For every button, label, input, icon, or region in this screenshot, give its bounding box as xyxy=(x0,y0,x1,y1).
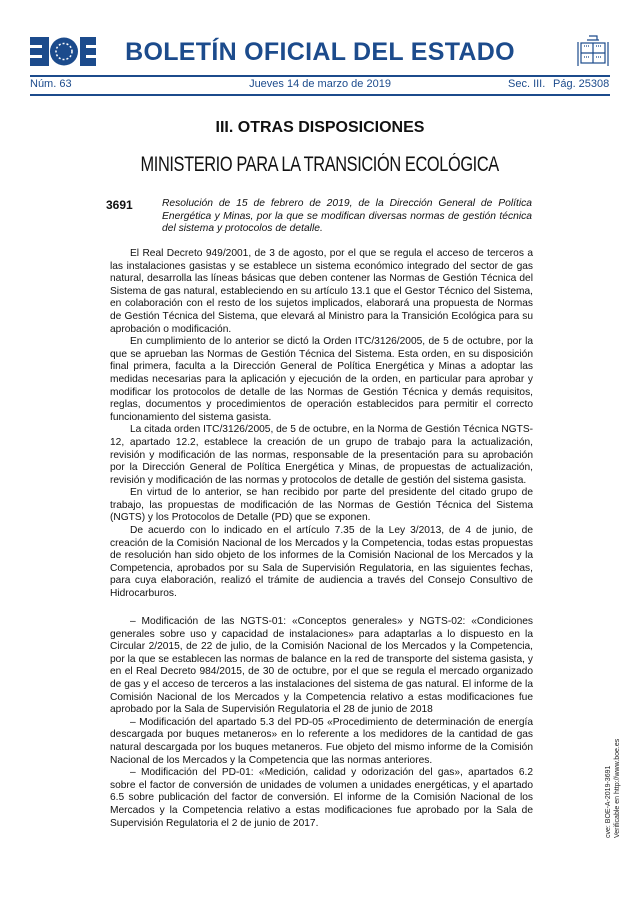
coat-of-arms-icon xyxy=(575,34,611,68)
body-paragraphs xyxy=(110,248,533,601)
verification-note xyxy=(604,739,622,838)
gazette-title: BOLETÍN OFICIAL DEL ESTADO xyxy=(125,38,515,66)
list-item: – Modificación del PD-01: «Medición, calidad y odorización del gas», apartados 6.2 sobre el factor de conversión de unidades de volumen a unidades energéticas, y el apartado 6.5 sobre publicación del factor de conversión. El informe de la Comisión Nacional de los Mercados y la Competencia relativo a estas modificaciones fue aprobado por la Sala de Supervisión Regulatoria el 2 de junio de 2017. xyxy=(110,767,533,829)
list-item: – Modificación de las NGTS-01: «Conceptos generales» y NGTS-02: «Condiciones generales sobre uso y capacidad de instalaciones» para adaptarlas a lo dispuesto en la Circular 2/2015, de 22 de julio, de la Comisión Nacional de los Mercados y la Competencia, por la que se establecen las normas de balance en la red de transporte del sistema gasista, y en el Real Decreto 984/2015, de 30 de octubre, por el que se regula el mercado organizado de gas y el acceso de terceros a las instalaciones del sistema de gas natural. El informe de la Comisión Nacional de los Mercados y la Competencia relativo a estas modificaciones fue aprobado por la Sala de Supervisión Regulatoria el 28 de junio de 2018 xyxy=(110,616,533,716)
modification-list xyxy=(110,616,533,830)
list-item: – Modificación del apartado 5.3 del PD-05 «Procedimiento de determinación de energía descargada por buques metaneros» en lo referente a los medidores de la cantidad de gas natural descargada por los buques metaneros. Fue objeto del mismo informe de la Comisión Nacional de los Mercados y la Competencia que las normas anteriores. xyxy=(110,716,533,766)
header-rule-top xyxy=(30,75,610,77)
entry-summary: Resolución de 15 de febrero de 2019, de la Dirección General de Política Energética y Minas, por la que se modifican diversas normas de gestión técnica del sistema y protocolos de detalle. xyxy=(162,198,532,234)
entry-number: 3691 xyxy=(106,198,133,212)
page-number: Pág. 25308 xyxy=(553,78,610,90)
paragraph: El Real Decreto 949/2001, de 3 de agosto, por el que se regula el acceso de terceros a las instalaciones gasistas y se establece un sistema económico integrado del sector de gas natural, desarrolla las líneas básicas que deben contener las Normas de Gestión Técnica del Sistema de gas natural, estableciendo en su artículo 13.1 que el Gestor Técnico del Sistema, en colaboración con el resto de los sujetos implicados, elaborará una propuesta de Normas de Gestión Técnica del Sistema, que elevará al Ministro para la Transición Ecológica para su aprobación o modificación. xyxy=(110,248,533,335)
issue-number: Núm. 63 xyxy=(30,78,72,90)
section-title: III. OTRAS DISPOSICIONES xyxy=(215,119,425,136)
ministry-name-text: MINISTERIO PARA LA TRANSICIÓN ECOLÓGICA xyxy=(140,153,500,176)
ministry-name xyxy=(0,153,640,177)
paragraph: En cumplimiento de lo anterior se dictó la Orden ITC/3126/2005, de 5 de octubre, por la que se aprueban las Normas de Gestión Técnica del Sistema. Esta orden, en su disposición final primera, faculta a la Dirección General de Política Energética y Minas a adoptar las medidas necesarias para la aplicación y ejecución de la orden, en particular para aprobar y modificar los protocolos de detalle de las Normas de Gestión Técnica y demás requisitos, reglas, documentos y procedimientos de operación establecidos para permitir el correcto funcionamiento del sistema gasista. xyxy=(110,336,533,423)
issue-date: Jueves 14 de marzo de 2019 xyxy=(249,78,391,90)
header-rule-bottom xyxy=(30,94,610,96)
paragraph: En virtud de lo anterior, se han recibido por parte del presidente del citado grupo de trabajo, las propuestas de modificación de las Normas de Gestión Técnica del Sistema (NGTS) y los Protocolos de Detalle (PD) que se exponen. xyxy=(110,487,533,524)
paragraph: De acuerdo con lo indicado en el artículo 7.35 de la Ley 3/2013, de 4 de junio, de creación de la Comisión Nacional de los Mercados y la Competencia, todas estas propuestas de resolución han sido objeto de los informes de la Comisión Nacional de los Mercados y la Competencia, aprobados por su Sala de Supervisión Regulatoria, en las siguientes fechas, para cuya elaboración, realizó el trámite de audiencia a través del Consejo Consultivo de Hidrocarburos. xyxy=(110,525,533,600)
verify-link[interactable]: Verificable en http://www.boe.es xyxy=(614,738,621,838)
cve-code: cve: BOE-A-2019-3691 xyxy=(605,765,612,838)
section-label: Sec. III. xyxy=(508,78,546,90)
paragraph: La citada orden ITC/3126/2005, de 5 de octubre, en la Norma de Gestión Técnica NGTS-12, apartado 12.2, establece la creación de un grupo de trabajo para la actualización, revisión y modificación de las normas, responsable de la presentación para su aprobación por la Dirección General de Política Energética y Minas, de propuestas de actualización, revisión y modificación de las normas y protocolos de detalle de gestión del sistema gasista. xyxy=(110,424,534,486)
